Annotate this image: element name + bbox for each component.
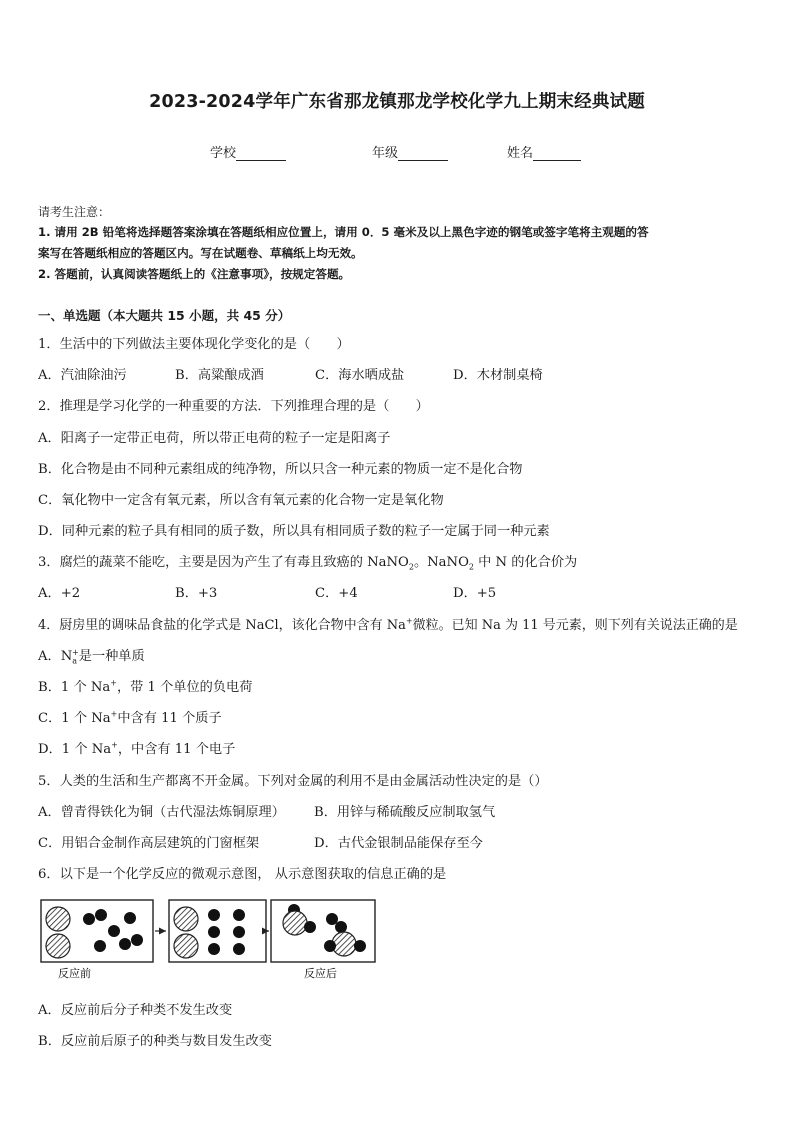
q2-option-c[interactable]: C．氧化物中一定含有氧元素，所以含有氧元素的化合物一定是氧化物 xyxy=(38,493,444,508)
q5-option-d[interactable]: D．古代金银制品能保存至今 xyxy=(314,836,483,851)
page-title: 2023-2024学年广东省那龙镇那龙学校化学九上期末经典试题 xyxy=(149,92,645,112)
atom-black xyxy=(119,938,131,950)
atom-black xyxy=(95,909,107,921)
q2-stem: 2．推理是学习化学的一种重要的方法．下列推理合理的是（ ） xyxy=(38,399,429,414)
q1-option-a[interactable]: A．汽油除油污 xyxy=(38,368,127,383)
atom-black xyxy=(208,926,220,938)
atom-black xyxy=(83,913,95,925)
molecule-hatched xyxy=(283,911,307,935)
q3-option-b[interactable]: B．+3 xyxy=(175,586,218,601)
atom-black xyxy=(233,909,245,921)
q1-option-d[interactable]: D．木材制桌椅 xyxy=(453,368,543,383)
q2-option-d[interactable]: D．同种元素的粒子具有相同的质子数，所以具有相同质子数的粒子一定属于同一种元素 xyxy=(38,524,550,539)
q4-option-c[interactable]: C．1 个 Na+中含有 11 个质子 xyxy=(38,709,222,726)
section-heading: 一、单选题（本大题共 15 小题，共 45 分） xyxy=(38,308,291,323)
name-label: 姓名 xyxy=(507,146,534,161)
grade-blank[interactable] xyxy=(398,146,448,161)
school-label: 学校 xyxy=(210,146,237,161)
atom-black xyxy=(335,921,347,933)
q3-stem: 3．腐烂的蔬菜不能吃，主要是因为产生了有毒且致癌的 NaNO$_2$。NaNO$_2$ 中 N 的化合价为 xyxy=(38,555,578,572)
atom-black xyxy=(324,940,336,952)
q6-option-a[interactable]: A．反应前后分子种类不发生改变 xyxy=(38,1003,233,1018)
atom-black xyxy=(124,912,136,924)
reaction-diagram xyxy=(40,896,376,982)
q4-stem: 4．厨房里的调味品食盐的化学式是 NaCl，该化合物中含有 Na+微粒。已知 Na 为 11 号元素，则下列有关说法正确的是 xyxy=(38,616,738,633)
q4-option-a[interactable]: A．$N_a^+$是一种单质 xyxy=(38,647,145,666)
caption-after: 反应后 xyxy=(304,967,337,980)
atom-black xyxy=(131,934,143,946)
q2-option-a[interactable]: A．阳离子一定带正电荷，所以带正电荷的粒子一定是阳离子 xyxy=(38,431,391,446)
grade-field[interactable] xyxy=(372,142,448,161)
atom-black xyxy=(208,943,220,955)
atom-black xyxy=(304,921,316,933)
atom-black xyxy=(108,925,120,937)
molecule-hatched xyxy=(174,907,198,931)
q1-stem: 1．生活中的下列做法主要体现化学变化的是（ ） xyxy=(38,337,350,352)
q5-stem: 5．人类的生活和生产都离不开金属。下列对金属的利用不是由金属活动性决定的是（） xyxy=(38,774,548,789)
q1-option-b[interactable]: B．高粱酿成酒 xyxy=(175,368,264,383)
atom-black xyxy=(208,909,220,921)
name-blank[interactable] xyxy=(533,146,581,161)
atom-black xyxy=(354,940,366,952)
molecule-hatched xyxy=(46,907,70,931)
atom-black xyxy=(233,943,245,955)
q1-option-c[interactable]: C．海水晒成盐 xyxy=(315,368,405,383)
school-blank[interactable] xyxy=(236,146,286,161)
school-field[interactable] xyxy=(210,142,286,161)
notice-line-1a: 1. 请用 2B 铅笔将选择题答案涂填在答题纸相应位置上，请用 0．5 毫米及以上黑色字迹的钢笔或签字笔将主观题的答 xyxy=(38,225,649,239)
q2-option-b[interactable]: B．化合物是由不同种元素组成的纯净物，所以只含一种元素的物质一定不是化合物 xyxy=(38,462,523,477)
q3-option-a[interactable]: A．+2 xyxy=(38,586,81,601)
notice-line-2: 2. 答题前，认真阅读答题纸上的《注意事项》，按规定答题。 xyxy=(38,267,351,281)
q4-option-d[interactable]: D．1 个 Na+，中含有 11 个电子 xyxy=(38,740,236,757)
molecule-hatched xyxy=(46,934,70,958)
grade-label: 年级 xyxy=(372,146,399,161)
q3-option-d[interactable]: D．+5 xyxy=(453,586,497,601)
q5-option-b[interactable]: B．用锌与稀硫酸反应制取氢气 xyxy=(314,805,496,820)
q6-option-b[interactable]: B．反应前后原子的种类与数目发生改变 xyxy=(38,1034,272,1049)
q4-option-b[interactable]: B．1 个 Na+，带 1 个单位的负电荷 xyxy=(38,678,253,695)
atom-black xyxy=(233,926,245,938)
caption-before: 反应前 xyxy=(58,967,91,980)
atom-black xyxy=(94,940,106,952)
q5-option-a[interactable]: A．曾青得铁化为铜（古代湿法炼铜原理） xyxy=(38,805,285,820)
molecule-hatched xyxy=(174,934,198,958)
name-field[interactable] xyxy=(507,142,581,161)
atom-black xyxy=(326,913,338,925)
notice-heading: 请考生注意： xyxy=(38,205,111,219)
q5-option-c[interactable]: C．用铝合金制作高层建筑的门窗框架 xyxy=(38,836,260,851)
notice-line-1b: 案写在答题纸相应的答题区内。写在试题卷、草稿纸上均无效。 xyxy=(38,246,363,260)
q6-stem: 6．以下是一个化学反应的微观示意图， 从示意图获取的信息正确的是 xyxy=(38,867,447,882)
q3-option-c[interactable]: C．+4 xyxy=(315,586,358,601)
